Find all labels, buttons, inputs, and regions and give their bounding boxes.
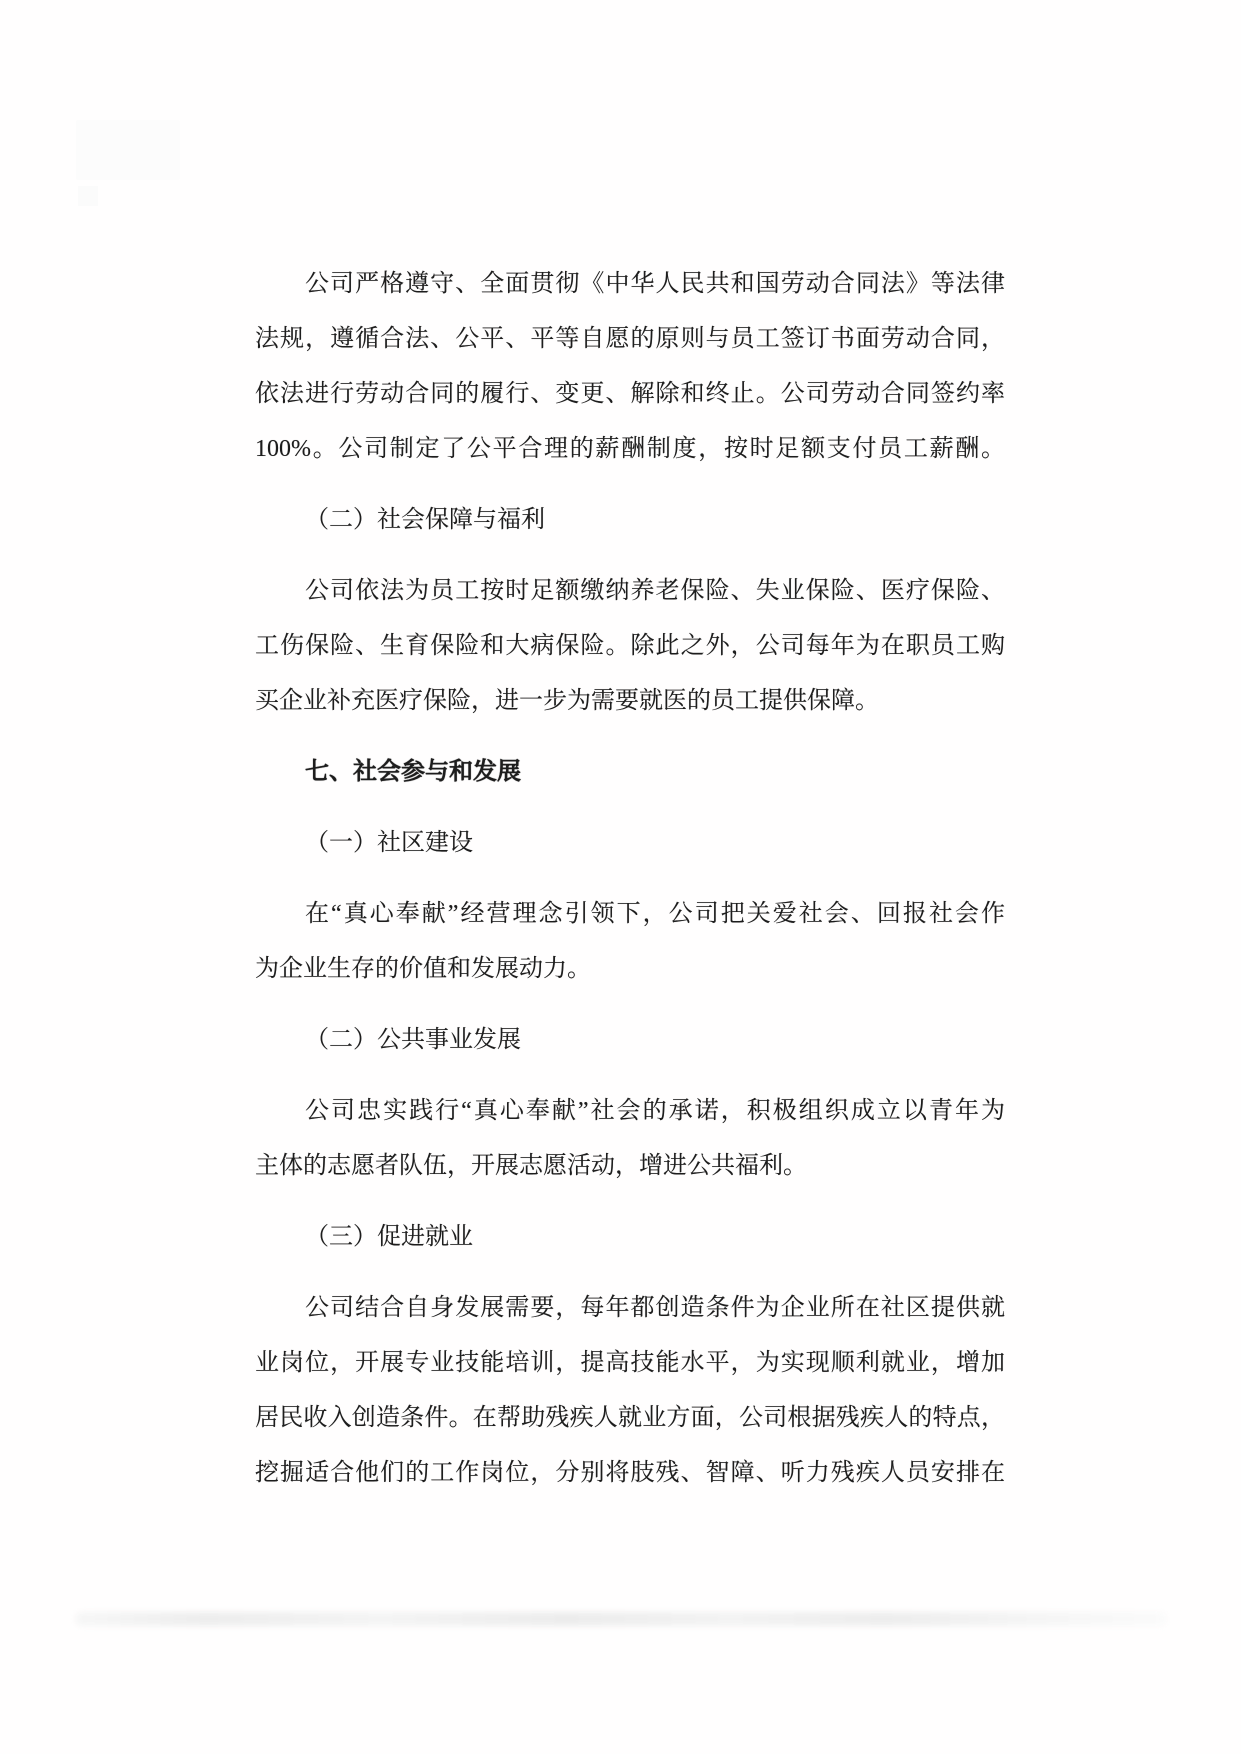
scan-artifact-top-left — [76, 120, 180, 180]
text-line: 100%。公司制定了公平合理的薪酬制度，按时足额支付员工薪酬。 — [255, 436, 1005, 462]
heading-community-building: （一）社区建设 — [305, 830, 473, 856]
social-insurance-paragraph — [255, 564, 1005, 729]
text-line: 挖掘适合他们的工作岗位，分别将肢残、智障、听力残疾人员安排在 — [255, 1460, 1005, 1486]
text-line: 主体的志愿者队伍，开展志愿活动，增进公共福利。 — [255, 1153, 807, 1179]
text-line: 在“真心奉献”经营理念引领下，公司把关爱社会、回报社会作 — [305, 901, 1005, 927]
community-paragraph — [255, 887, 1005, 997]
text-line: 公司依法为员工按时足额缴纳养老保险、失业保险、医疗保险、 — [305, 578, 1005, 604]
document-text-column — [255, 257, 1005, 1501]
text-line: 公司严格遵守、全面贯彻《中华人民共和国劳动合同法》等法律 — [305, 271, 1005, 297]
text-line: 为企业生存的价值和发展动力。 — [255, 956, 591, 982]
text-line: 公司忠实践行“真心奉献”社会的承诺，积极组织成立以青年为 — [305, 1098, 1005, 1124]
scan-artifact-small-square — [78, 186, 98, 206]
scan-artifact-bottom-band — [75, 1612, 1167, 1626]
labor-contract-paragraph — [255, 257, 1005, 477]
volunteer-paragraph — [255, 1084, 1005, 1194]
text-line: 买企业补充医疗保险，进一步为需要就医的员工提供保障。 — [255, 688, 879, 714]
employment-paragraph — [255, 1281, 1005, 1501]
text-line: 工伤保险、生育保险和大病保险。除此之外，公司每年为在职员工购 — [255, 633, 1005, 659]
text-line: 依法进行劳动合同的履行、变更、解除和终止。公司劳动合同签约率 — [255, 381, 1005, 407]
heading-public-utilities-development: （二）公共事业发展 — [305, 1027, 521, 1053]
text-line: 居民收入创造条件。在帮助残疾人就业方面，公司根据残疾人的特点， — [255, 1405, 1005, 1431]
text-line: 业岗位，开展专业技能培训，提高技能水平，为实现顺利就业，增加 — [255, 1350, 1005, 1376]
heading-social-participation-development: 七、社会参与和发展 — [305, 759, 521, 785]
text-line: 公司结合自身发展需要，每年都创造条件为企业所在社区提供就 — [305, 1295, 1005, 1321]
text-line: 法规，遵循合法、公平、平等自愿的原则与员工签订书面劳动合同， — [255, 326, 1005, 352]
heading-promote-employment: （三）促进就业 — [305, 1224, 473, 1250]
heading-social-security-welfare: （二）社会保障与福利 — [305, 507, 545, 533]
